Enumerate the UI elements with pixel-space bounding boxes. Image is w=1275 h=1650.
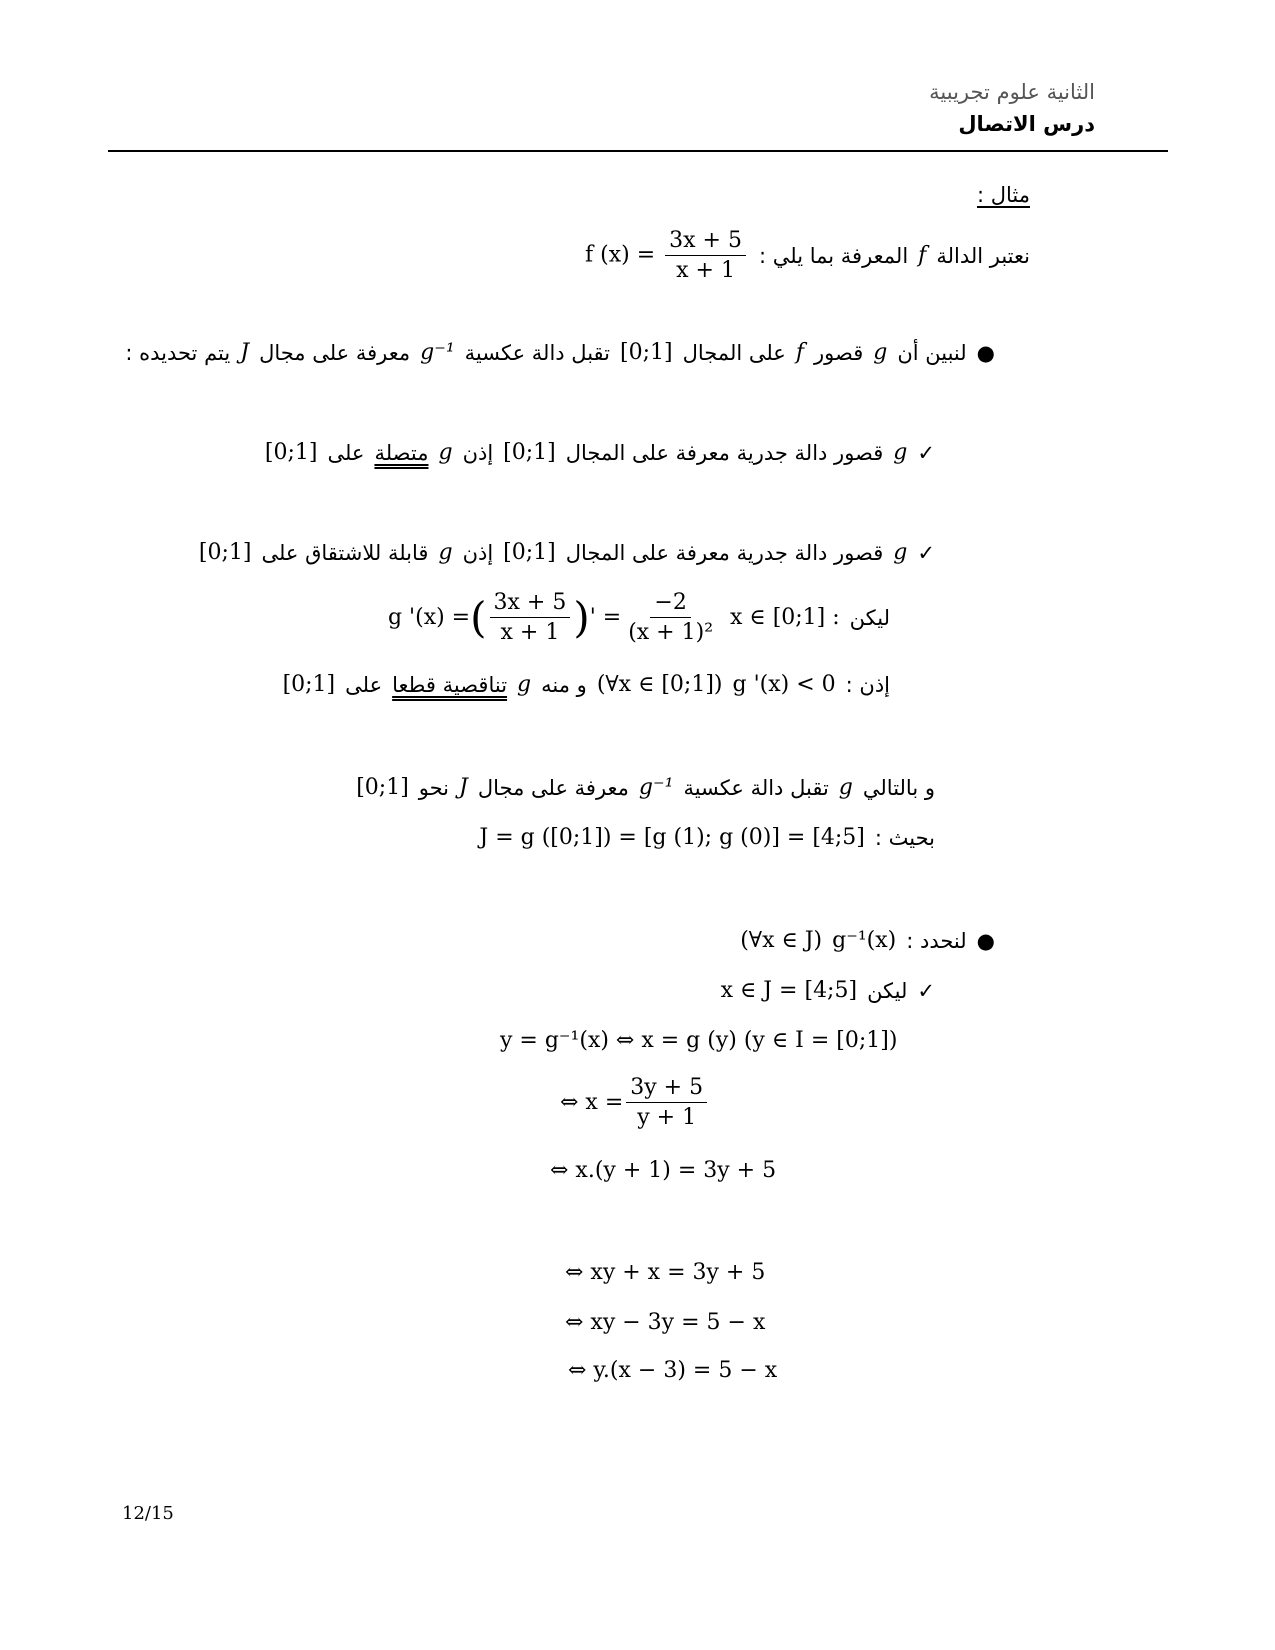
equation-2-fraction xyxy=(626,1075,707,1130)
conclusion-equation-line xyxy=(479,825,935,850)
intro-denominator: x + 1 xyxy=(676,258,735,283)
check-1-continuous: متصلة xyxy=(374,440,429,465)
left-paren: ( xyxy=(470,592,487,642)
derivative-lhs: g '(x) = xyxy=(387,605,471,630)
decreasing-inequality: g '(x) < 0 xyxy=(732,672,836,697)
check-2-interval: [0;1] xyxy=(503,540,556,565)
check-1-mark: ✓ xyxy=(917,440,935,465)
bullet-1-g: g xyxy=(873,340,888,365)
decreasing-text-1: إذن : xyxy=(845,672,890,697)
conclusion-ginv: g⁻¹ xyxy=(638,775,674,800)
check-1-text-2: إذن xyxy=(462,440,494,465)
equation-2-lhs: ⇔ x = xyxy=(560,1090,624,1115)
bullet-1-text-3: على المجال xyxy=(682,340,786,365)
decreasing-interval: [0;1] xyxy=(282,672,336,697)
check-1-line xyxy=(265,440,935,465)
check-1-interval-2: [0;1] xyxy=(264,440,318,465)
derivative-prime: ' = xyxy=(589,605,622,630)
check-2-text-2: إذن xyxy=(462,540,494,565)
equation-3: ⇔ x.(y + 1) = 3y + 5 xyxy=(550,1158,777,1183)
header-subject: الثانية علوم تجريبية xyxy=(929,80,1095,104)
decreasing-text-4: على xyxy=(345,672,383,697)
check-1-interval: [0;1] xyxy=(503,440,556,465)
bullet-2-expr: g⁻¹(x) xyxy=(832,928,897,953)
bullet-1-text-4: تقبل دالة عكسية xyxy=(464,340,611,365)
derivative-condition: x ∈ [0;1] : xyxy=(730,605,840,630)
page-number: 12/15 xyxy=(122,1503,174,1524)
check-1-g2: g xyxy=(438,440,453,465)
check-1-g: g xyxy=(893,440,908,465)
derivative-line xyxy=(388,590,890,645)
derivative-fraction-1 xyxy=(490,590,571,645)
check-3-mark: ✓ xyxy=(917,978,935,1003)
equation-4: ⇔ xy + x = 3y + 5 xyxy=(565,1260,766,1285)
check-2-text-1: قصور دالة جدرية معرفة على المجال xyxy=(565,540,884,565)
equation-6: ⇔ y.(x − 3) = 5 − x xyxy=(568,1358,778,1383)
intro-text-1: نعتبر الدالة xyxy=(936,243,1030,268)
bullet-1-J: J xyxy=(240,340,250,365)
bullet-2-line xyxy=(740,928,995,953)
conclusion-interval: [0;1] xyxy=(356,775,409,800)
conclusion-text-5: بحيث : xyxy=(874,825,935,850)
header-lesson-title: درس الاتصال xyxy=(958,112,1095,136)
check-3-line xyxy=(721,978,935,1003)
conclusion-J: J xyxy=(459,775,468,800)
derivative-formula xyxy=(388,590,720,645)
bullet-1-interval: [0;1] xyxy=(620,340,673,365)
equation-2-numerator: 3y + 5 xyxy=(626,1075,707,1103)
check-3-expr: x ∈ J = [4;5] xyxy=(720,978,858,1003)
conclusion-text-3: معرفة على مجال xyxy=(477,775,629,800)
decreasing-g: g xyxy=(517,672,532,697)
check-2-line xyxy=(199,540,935,565)
derivative-text: ليكن xyxy=(849,605,890,630)
check-2-g2: g xyxy=(438,540,453,565)
bullet-1-f: f xyxy=(795,340,804,365)
decreasing-strict: تناقصية قطعا xyxy=(392,672,508,697)
conclusion-equation: J = g ([0;1]) = [g (1); g (0)] = [4;5] xyxy=(479,825,865,850)
conclusion-text-4: نحو xyxy=(418,775,450,800)
bullet-1-text-6: يتم تحديده : xyxy=(125,340,231,365)
decreasing-text-2: و منه xyxy=(541,672,587,697)
intro-numerator: 3x + 5 xyxy=(665,228,746,256)
derivative-fraction-2 xyxy=(624,590,717,645)
bullet-2-mark: ● xyxy=(976,928,995,953)
check-1-text-4: على xyxy=(327,440,365,465)
equation-2 xyxy=(560,1075,710,1130)
equation-1: y = g⁻¹(x) ⇔ x = g (y) (y ∈ I = [0;1]) xyxy=(500,1028,898,1053)
intro-text-2: المعرفة بما يلي : xyxy=(758,243,909,268)
check-2-text-3: قابلة للاشتقاق على xyxy=(261,540,429,565)
bullet-1-text-2: قصور xyxy=(814,340,864,365)
intro-line xyxy=(585,228,1030,283)
intro-lhs: f (x) = xyxy=(585,242,656,268)
check-2-g: g xyxy=(893,540,908,565)
decreasing-line xyxy=(283,672,890,697)
conclusion-line xyxy=(356,775,935,800)
decreasing-forall: (∀x ∈ [0;1]) xyxy=(596,672,723,697)
equation-5: ⇔ xy − 3y = 5 − x xyxy=(565,1310,766,1335)
intro-formula xyxy=(585,228,749,283)
check-2-mark: ✓ xyxy=(917,540,935,565)
right-paren: ) xyxy=(573,592,590,642)
bullet-2-forall: (∀x ∈ J) xyxy=(740,928,823,953)
header-divider xyxy=(108,150,1168,152)
equation-2-denominator: y + 1 xyxy=(637,1105,697,1130)
conclusion-text-2: تقبل دالة عكسية xyxy=(683,775,829,800)
derivative-numerator-2: −2 xyxy=(650,590,690,618)
check-1-text-1: قصور دالة جدرية معرفة على المجال xyxy=(565,440,884,465)
derivative-denominator-1: x + 1 xyxy=(500,620,560,645)
derivative-denominator-2: (x + 1)² xyxy=(628,620,714,645)
bullet-1-mark: ● xyxy=(976,340,995,365)
derivative-numerator-1: 3x + 5 xyxy=(490,590,571,618)
intro-fraction xyxy=(665,228,746,283)
example-label: مثال : xyxy=(977,183,1030,207)
bullet-2-text: لنحدد : xyxy=(906,928,967,953)
bullet-1-text-1: لنبين أن xyxy=(897,340,967,365)
conclusion-text-1: و بالتالي xyxy=(862,775,935,800)
bullet-1-text-5: معرفة على مجال xyxy=(259,340,411,365)
check-3-text: ليكن xyxy=(867,978,908,1003)
intro-f: f xyxy=(918,243,927,268)
bullet-1-line xyxy=(125,340,995,365)
bullet-1-ginv: g⁻¹ xyxy=(420,340,455,365)
check-2-interval-2: [0;1] xyxy=(198,540,252,565)
conclusion-g: g xyxy=(838,775,853,800)
